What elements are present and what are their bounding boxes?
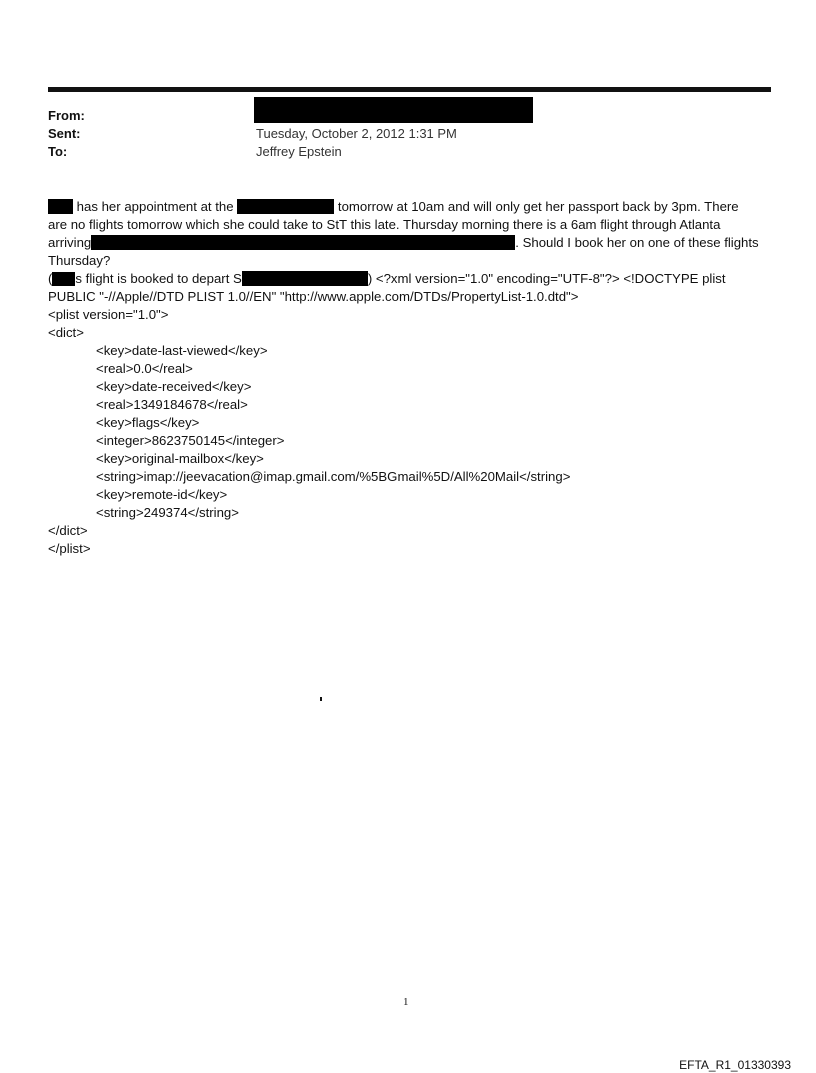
location-redaction xyxy=(237,199,334,214)
page-number: 1 xyxy=(403,996,409,1008)
body-line xyxy=(48,270,773,288)
plist-line: <key>flags</key> xyxy=(96,415,200,430)
plist-line: <key>remote-id</key> xyxy=(96,487,228,502)
plist-line: <real>0.0</real> xyxy=(96,361,193,376)
body-line xyxy=(48,234,773,252)
plist-line: <integer>8623750145</integer> xyxy=(96,433,285,448)
plist-line: <key>date-last-viewed</key> xyxy=(96,343,268,358)
name-redaction xyxy=(48,199,73,214)
plist-line: <key>date-received</key> xyxy=(96,379,252,394)
plist-line: <string>249374</string> xyxy=(96,505,239,520)
name-redaction xyxy=(52,272,75,286)
from-redaction xyxy=(254,97,533,123)
plist-line: <real>1349184678</real> xyxy=(96,397,248,412)
plist-line: <key>original-mailbox</key> xyxy=(96,451,264,466)
to-label: To: xyxy=(48,144,68,159)
body-text: ( xyxy=(48,271,53,286)
document-id: EFTA_R1_01330393 xyxy=(679,1058,791,1072)
body-text: tomorrow at 10am and will only get her passport back by 3pm. There xyxy=(337,199,739,214)
plist-line: </dict> xyxy=(48,523,88,538)
stray-mark xyxy=(320,697,322,701)
to-value: Jeffrey Epstein xyxy=(256,144,342,159)
email-body xyxy=(48,198,773,558)
body-line: PUBLIC "-//Apple//DTD PLIST 1.0//EN" "http://www.apple.com/DTDs/PropertyList-1.0.dtd"> xyxy=(48,289,579,304)
plist-line: </plist> xyxy=(48,541,91,556)
body-text: ) <?xml version="1.0" encoding="UTF-8"?> <!DOCTYPE plist xyxy=(367,271,726,286)
departure-redaction xyxy=(242,271,368,286)
sent-value: Tuesday, October 2, 2012 1:31 PM xyxy=(256,126,457,141)
plist-line: <dict> xyxy=(48,325,84,340)
from-label: From: xyxy=(48,108,85,123)
body-text: . Should I book her on one of these flights xyxy=(515,235,759,250)
plist-line: <string>imap://jeevacation@imap.gmail.com/%5BGmail%5D/All%20Mail</string> xyxy=(96,469,571,484)
plist-line: <plist version="1.0"> xyxy=(48,307,169,322)
flight-redaction xyxy=(91,235,515,250)
body-line xyxy=(48,198,773,216)
sent-label: Sent: xyxy=(48,126,81,141)
header-rule xyxy=(48,87,771,92)
body-line: Thursday? xyxy=(48,253,111,268)
body-text: arriving xyxy=(48,235,92,250)
body-text: s flight is booked to depart S xyxy=(75,271,242,286)
body-line: are no flights tomorrow which she could take to StT this late. Thursday morning there is a 6am flight through Atlanta xyxy=(48,217,721,232)
body-text: has her appointment at the xyxy=(76,199,234,214)
